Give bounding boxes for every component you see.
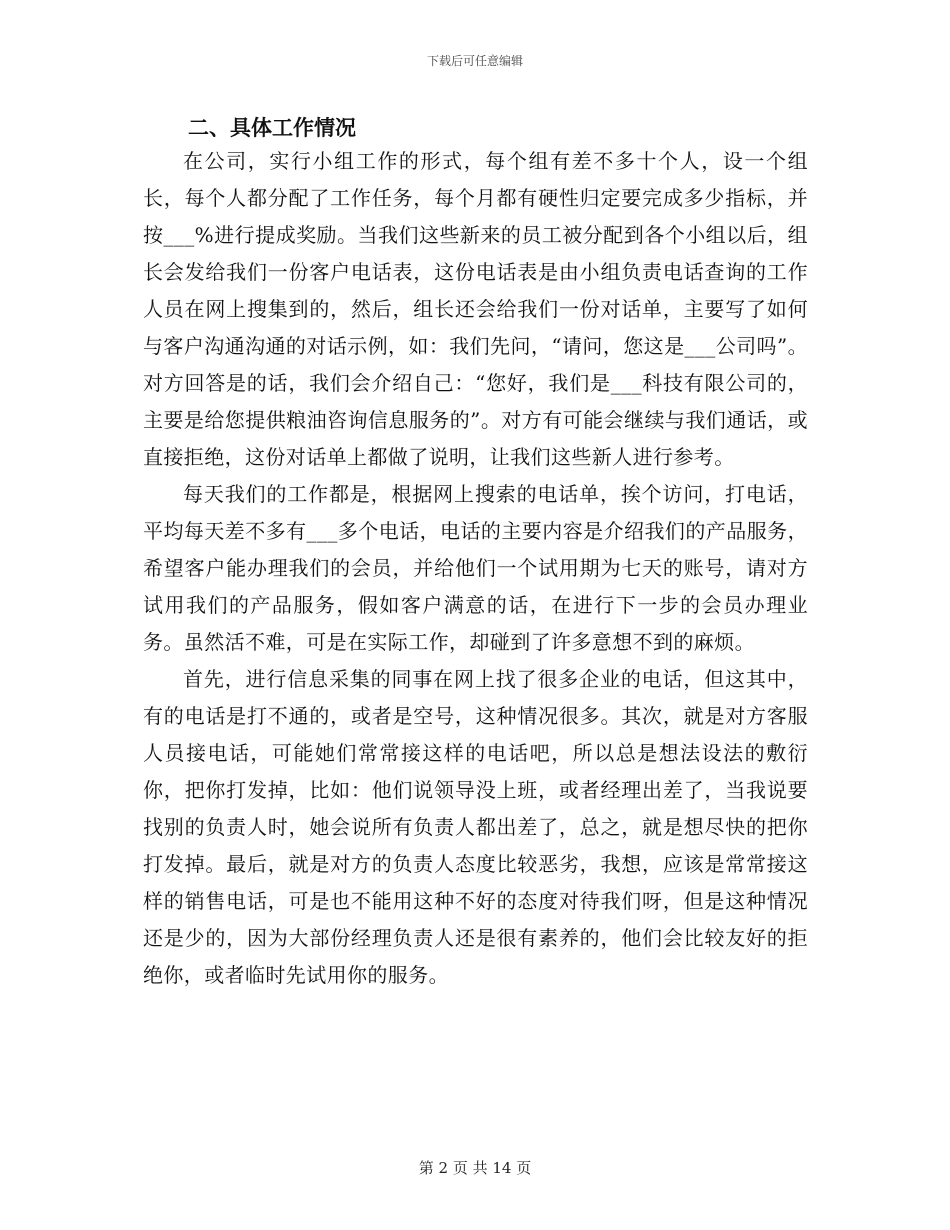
paragraph-group-work: 在公司，实行小组工作的形式，每个组有差不多十个人，设一个组长，每个人都分配了工作任务，每个月都有硬性归定要完成多少指标，并按___%进行提成奖励。当我们这些新来的员工被分配到各个小组以后，组长会发给我们一份客户电话表，这份电话表是由小组负责电话查询的工作人员在网上搜集到的，然后，组长还会给我们一份对话单，主要写了如何与客户沟通沟通的对话示例，如：我们先问，“请问，您这是___公司吗”。对方回答是的话，我们会介绍自己：“您好，我们是___科技有限公司的，主要是给您提供粮油咨询信息服务的”。对方有可能会继续与我们通话，或直接拒绝，这份对话单上都做了说明，让我们这些新人进行参考。 (143, 149, 808, 469)
page-header: 下载后可任意编辑 (426, 54, 523, 68)
section-heading: 二、具体工作情况 (188, 116, 356, 140)
page-footer: 第 2 页 共 14 页 (418, 1159, 532, 1177)
paragraph-problems: 首先，进行信息采集的同事在网上找了很多企业的电话，但这其中，有的电话是打不通的，或者是空号，这种情况很多。其次，就是对方客服人员接电话，可能她们常常接这样的电话吧，所以总是想法设法的敷衍你，把你打发掉，比如：他们说领导没上班，或者经理出差了，当我说要找别的负责人时，她会说所有负责人都出差了，总之，就是想尽快的把你打发掉。最后，就是对方的负责人态度比较恶劣，我想，应该是常常接这样的销售电话，可是也不能用这种不好的态度对待我们呀，但是这种情况还是少的，因为大部份经理负责人还是很有素养的，他们会比较友好的拒绝你，或者临时先试用你的服务。 (143, 667, 808, 987)
paragraph-daily-work: 每天我们的工作都是，根据网上搜索的电话单，挨个访问，打电话，平均每天差不多有___多个电话，电话的主要内容是介绍我们的产品服务，希望客户能办理我们的会员，并给他们一个试用期为七天的账号，请对方试用我们的产品服务，假如客户满意的话，在进行下一步的会员办理业务。虽然活不难，可是在实际工作，却碰到了许多意想不到的麻烦。 (143, 482, 808, 654)
document-body (143, 113, 808, 994)
